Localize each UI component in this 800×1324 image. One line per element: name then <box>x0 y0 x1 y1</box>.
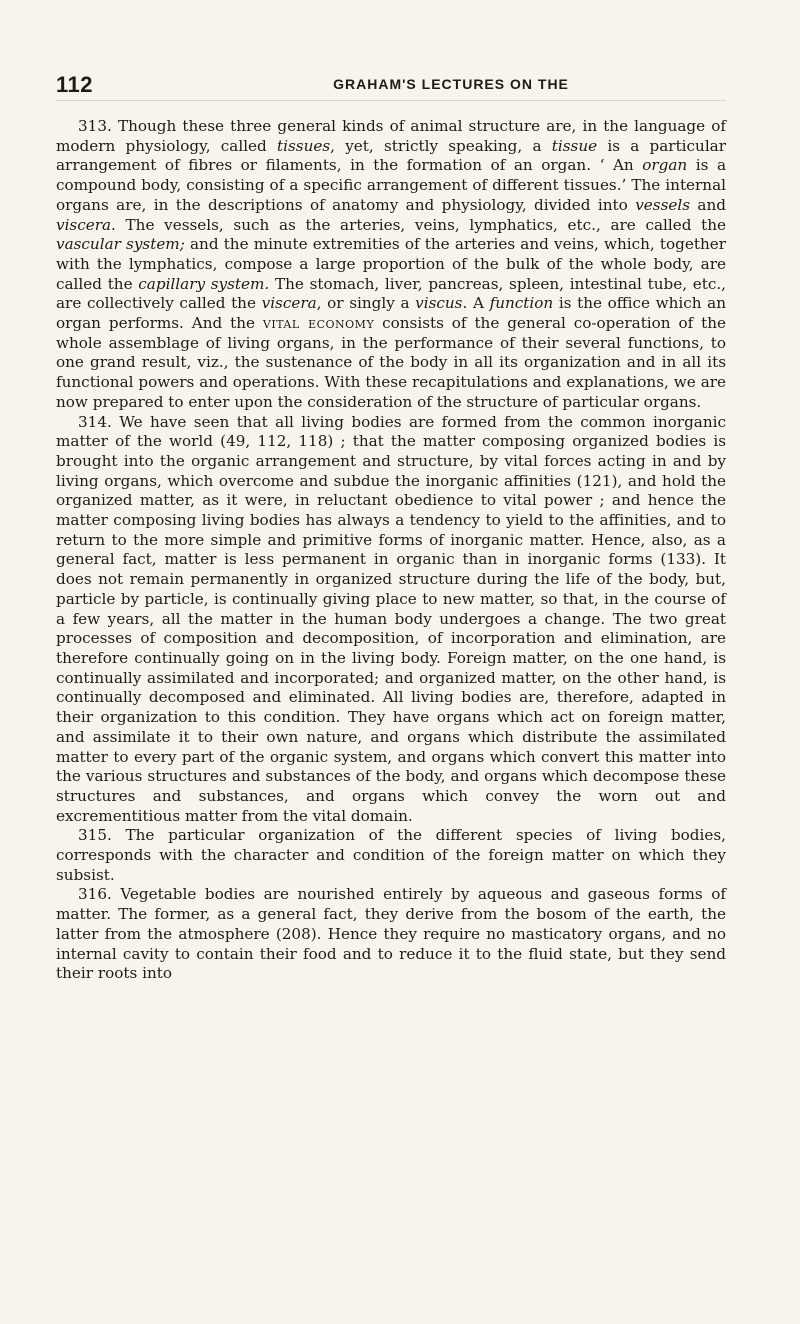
page-header <box>56 72 726 101</box>
text-run: and the minute extremities of the arteries and veins, which, together with the lymphatics, compose a large proportion of the bulk of the whole body, are called the <box>56 235 726 293</box>
italic-term: function <box>489 294 554 313</box>
text-run: consists of the general co-operation of the whole assemblage of living organs, in the performance of their several functions, to one grand result, viz., the sustenance of the body in all its organization and in all its functional powers and operations. With these recapitulations and explanations, we are now prepared to enter upon the consideration of the structure of particular organs. <box>56 314 727 411</box>
paragraph-number: 314. <box>78 412 112 431</box>
text-run: . A <box>462 294 490 313</box>
italic-term: vascular system; <box>56 235 185 254</box>
text-run: . The vessels, such as the arteries, veins, lymphatics, etc., are called the <box>111 215 726 234</box>
book-page <box>56 72 726 984</box>
text-run: The particular organization of the different species of living bodies, corresponds with the character and condition of the foreign matter on which they subsist. <box>56 826 726 884</box>
text-run: We have seen that all living bodies are formed from the common inorganic matter of the world (49, 112, 118) ; that the matter composing organized bodies is brought into the organic arrangement and structure, by vital forces acting in and by living organs, which overcome and subdue the inorganic affinities (121), and hold the organized matter, as it were, in reluctant obedience to vital power ; and hence the matter composing living bodies has always a tendency to yield to the affinities, and to return to the more simple and primitive forms of inorganic matter. Hence, also, as a general fact, matter is less permanent in organic than in inorganic forms (133). It does not remain permanently in organized structure during the life of the body, but, particle by particle, is continually giving place to new matter, so that, in the course of a few years, all the matter in the human body undergoes a change. The two great processes of composition and decomposition, of incorporation and elimination, are therefore continually going on in the living body. Foreign matter, on the one hand, is continually assimilated and incorporated; and organized matter, on the other hand, is continually decomposed and eliminated. All living bodies are, therefore, adapted in their organization to this condition. They have organs which act on foreign matter, and assimilate it to their own nature, and organs which distribute the assimilated matter to every part of the organic system, and organs which convert this matter into the various structures and substances of the body, and organs which decompose these structures and substances, and organs which convey the worn out and excrementitious matter from the vital domain. <box>56 412 726 825</box>
italic-term: tissues <box>277 136 331 155</box>
text-run: Vegetable bodies are nourished entirely by aqueous and gaseous forms of matter. The former, as a general fact, they derive from the bosom of the earth, the latter from the atmosphere (208). Hence they require no masticatory organs, and no internal cavity to contain their food and to reduce it to the fluid state, but they send their roots into <box>56 885 727 983</box>
text-run: is the office which an organ performs. And the <box>56 294 727 333</box>
page-number: 112 <box>56 72 93 97</box>
text-run: is a compound body, consisting of a specific arrangement of different tissues.’ The internal organs are, in the descriptions of anatomy and physiology, divided into <box>56 156 727 214</box>
text-run: Though these three general kinds of animal structure are, in the language of modern physiology, called <box>56 117 726 155</box>
paragraph-313 <box>56 117 726 413</box>
running-title: GRAHAM'S LECTURES ON THE <box>333 76 569 92</box>
text-run: , or singly a <box>316 294 416 313</box>
paragraph-number: 315. <box>78 826 112 845</box>
body-text <box>56 117 726 984</box>
text-run: and <box>690 195 726 214</box>
text-run: is a particular arrangement of fibres or filaments, in the formation of an organ. ‘ An <box>56 136 726 175</box>
paragraph-316 <box>56 885 726 984</box>
italic-term: tissue <box>551 136 598 155</box>
italic-term: capillary system. <box>138 274 270 293</box>
text-run: , yet, strictly speaking, a <box>330 136 552 155</box>
small-caps-term: vital economy <box>262 314 375 333</box>
italic-term: viscera <box>261 294 317 313</box>
paragraph-number: 313. <box>78 117 112 135</box>
paragraph-number: 316. <box>78 885 112 904</box>
paragraph-314 <box>56 413 726 827</box>
italic-term: viscus <box>415 294 463 313</box>
paragraph-315 <box>56 826 726 885</box>
text-run: The stomach, liver, pancreas, spleen, intestinal tube, etc., are collectively called the <box>56 274 726 313</box>
italic-term: organ <box>642 156 688 175</box>
italic-term: viscera <box>56 215 112 234</box>
italic-term: vessels <box>635 195 691 214</box>
